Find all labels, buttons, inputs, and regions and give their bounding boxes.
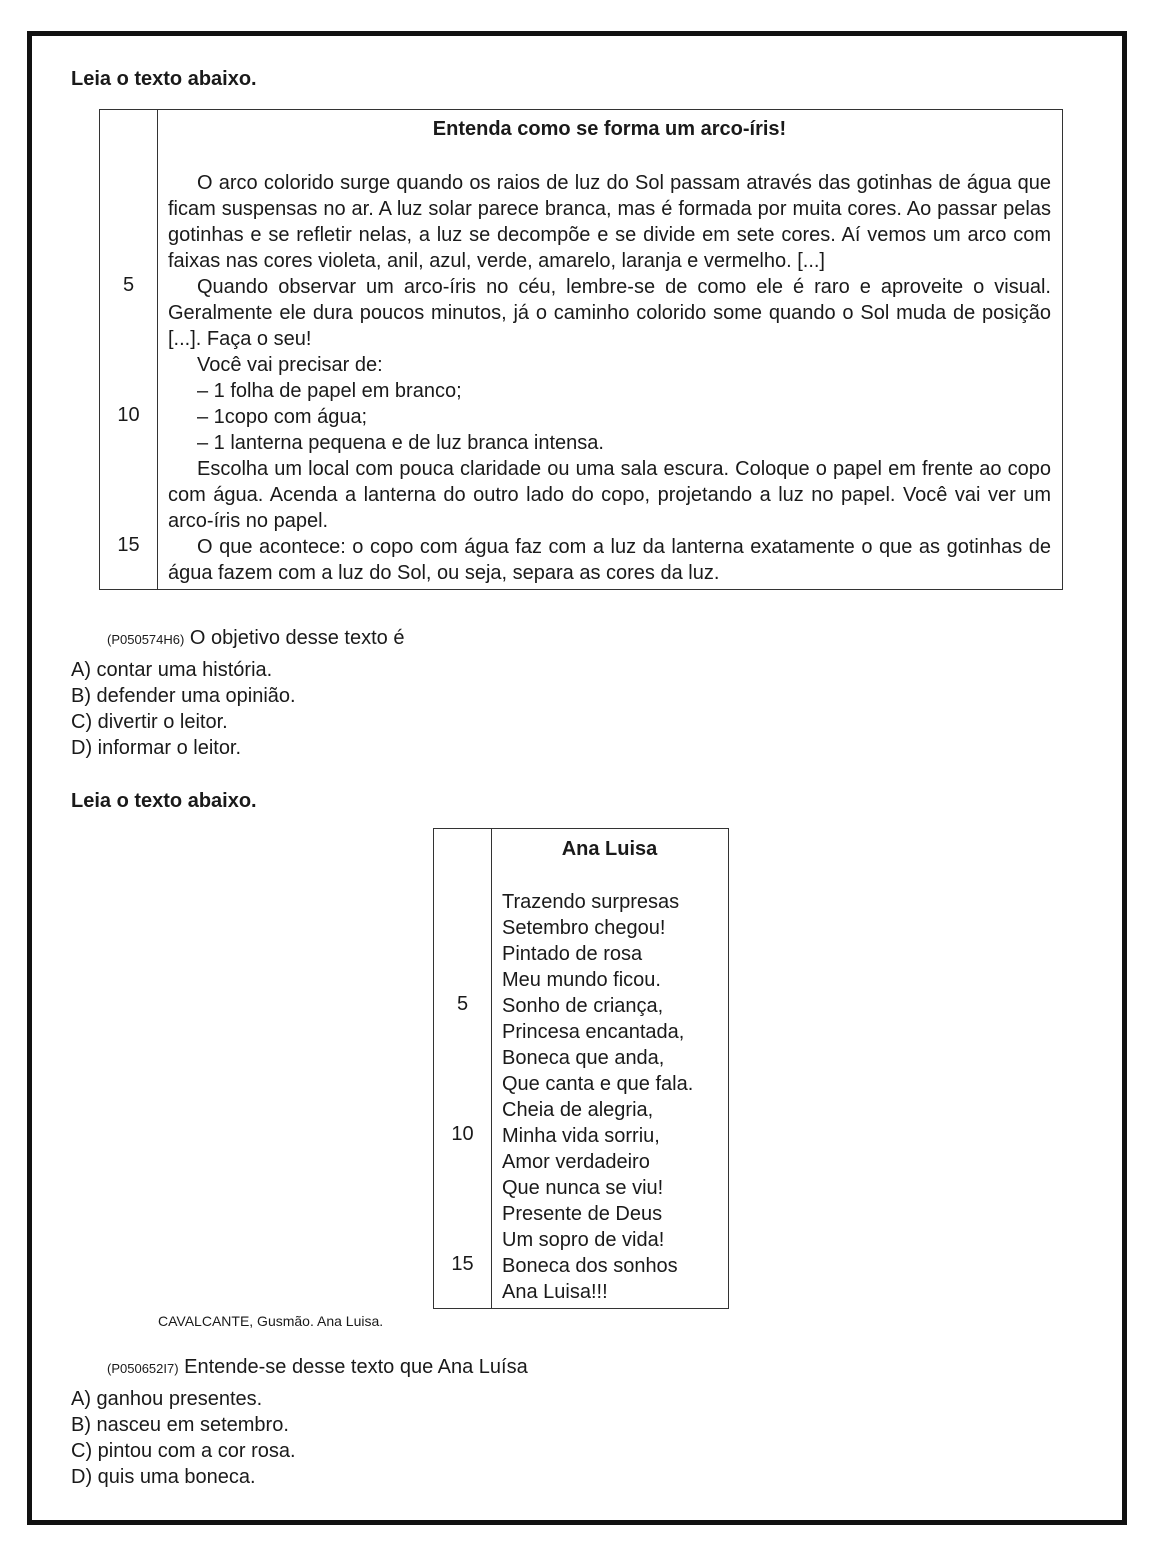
poem-line: Que nunca se viu! (502, 1177, 664, 1199)
instruction-heading: Leia o texto abaixo. (71, 790, 257, 812)
answer-option[interactable]: C) pintou com a cor rosa. (71, 1440, 296, 1462)
answer-option[interactable]: A) contar uma história. (71, 659, 273, 681)
answer-option[interactable]: B) nasceu em setembro. (71, 1414, 289, 1436)
poem-line: Minha vida sorriu, (502, 1125, 660, 1147)
poem-line: Setembro chegou! (502, 917, 666, 939)
passage-body (168, 170, 1051, 586)
list-item: – 1 lanterna pequena e de luz branca intensa. (197, 432, 604, 454)
question-stem (107, 627, 404, 650)
poem-line: Que canta e que fala. (502, 1073, 694, 1095)
passage-box (99, 109, 1063, 590)
question-code: (P050574H6) (107, 632, 185, 647)
poem-line: Presente de Deus (502, 1203, 663, 1225)
line-number: 5 (122, 274, 135, 296)
line-number: 15 (451, 1253, 474, 1275)
poem-line: Meu mundo ficou. (502, 969, 661, 991)
line-number: 10 (117, 404, 140, 426)
poem-line: Sonho de criança, (502, 995, 664, 1017)
poem-lines (502, 889, 693, 1305)
answer-option[interactable]: D) informar o leitor. (71, 737, 242, 759)
poem-line: Ana Luisa!!! (502, 1281, 608, 1303)
poem-line: Boneca que anda, (502, 1047, 665, 1069)
answer-option[interactable]: D) quis uma boneca. (71, 1466, 256, 1488)
poem-line: Trazendo surpresas (502, 891, 680, 913)
instruction-heading: Leia o texto abaixo. (71, 68, 257, 90)
poem-line: Cheia de alegria, (502, 1099, 654, 1121)
question-text: O objetivo desse texto é (189, 627, 405, 649)
poem-line: Princesa encantada, (502, 1021, 685, 1043)
line-number: 5 (456, 993, 469, 1015)
poem-line: Boneca dos sonhos (502, 1255, 678, 1277)
poem-box (433, 828, 729, 1309)
source-citation: CAVALCANTE, Gusmão. Ana Luisa. (158, 1313, 384, 1329)
question-stem (107, 1356, 528, 1379)
poem-title: Ana Luisa (561, 838, 658, 860)
question-code: (P050652I7) (107, 1361, 179, 1376)
line-number-column (100, 110, 158, 589)
list-item: – 1 folha de papel em branco; (197, 380, 462, 402)
paragraph: Quando observar um arco-íris no céu, lembre-se de como ele é raro e aproveite o visual. Geralmente ele dura poucos minutos, já o caminho colorido some quando o Sol muda de posição [...]. Faça o seu! (168, 276, 1051, 350)
answer-option[interactable]: A) ganhou presentes. (71, 1388, 263, 1410)
poem-line: Amor verdadeiro (502, 1151, 650, 1173)
list-item: – 1copo com água; (197, 406, 368, 428)
poem-line: Pintado de rosa (502, 943, 643, 965)
paragraph: O arco colorido surge quando os raios de luz do Sol passam através das gotinhas de água que ficam suspensas no ar. A luz solar parece branca, mas é formada por muita cores. Ao passar pelas gotinhas e se refletir nelas, a luz se decompõe e se divide em sete cores. Aí vemos um arco com faixas nas cores violeta, anil, azul, verde, amarelo, laranja e vermelho. [...] (168, 172, 1051, 272)
answer-option[interactable]: B) defender uma opinião. (71, 685, 296, 707)
paragraph: Escolha um local com pouca claridade ou uma sala escura. Coloque o papel em frente ao copo com água. Acenda a lanterna do outro lado do copo, projetando a luz no papel. Você vai ver um arco-íris no papel. (168, 458, 1051, 532)
line-number-column (434, 829, 492, 1308)
line-number: 15 (117, 534, 140, 556)
paragraph: Você vai precisar de: (197, 354, 383, 376)
passage-title: Entenda como se forma um arco-íris! (432, 118, 787, 140)
answer-option[interactable]: C) divertir o leitor. (71, 711, 228, 733)
line-number: 10 (451, 1123, 474, 1145)
poem-line: Um sopro de vida! (502, 1229, 665, 1251)
paragraph: O que acontece: o copo com água faz com a luz da lanterna exatamente o que as gotinhas de água fazem com a luz do Sol, ou seja, separa as cores da luz. (168, 536, 1051, 584)
question-text: Entende-se desse texto que Ana Luísa (184, 1356, 528, 1378)
